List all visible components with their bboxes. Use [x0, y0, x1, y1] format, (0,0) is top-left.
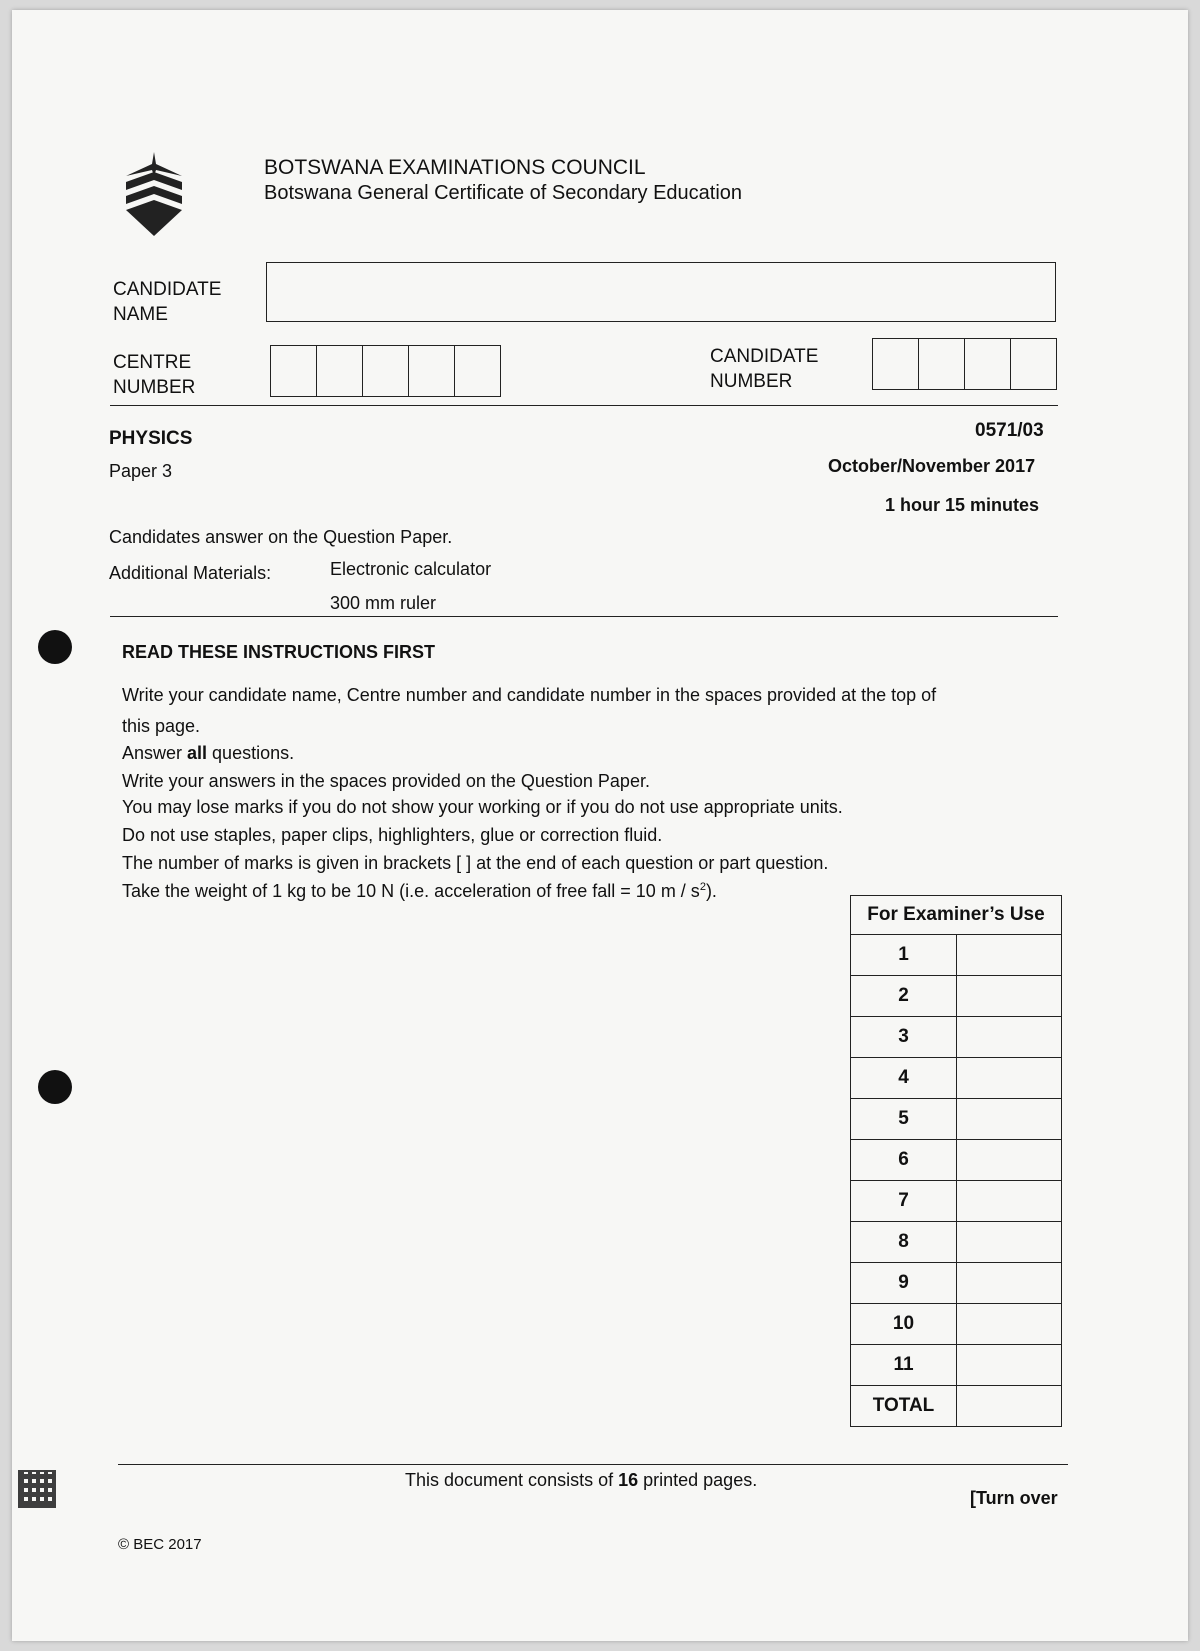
centre-digit-box[interactable]: [317, 346, 363, 396]
centre-number-label: CENTRE NUMBER: [113, 352, 196, 398]
mark-cell[interactable]: [957, 1058, 1062, 1099]
mark-cell[interactable]: [957, 935, 1062, 976]
turn-over-note: [Turn over: [970, 1488, 1058, 1508]
mark-cell[interactable]: [957, 1140, 1062, 1181]
divider: [110, 405, 1058, 406]
table-row: 7: [851, 1181, 1062, 1222]
instruction-line: Answer all questions.: [122, 743, 295, 763]
instructions-heading: READ THESE INSTRUCTIONS FIRST: [122, 642, 436, 662]
table-row: 10: [851, 1304, 1062, 1345]
mark-cell[interactable]: [957, 1263, 1062, 1304]
mark-cell[interactable]: [957, 976, 1062, 1017]
mark-cell[interactable]: [957, 1181, 1062, 1222]
barcode-icon: [18, 1470, 56, 1508]
centre-digit-box[interactable]: [271, 346, 317, 396]
paper-code: 0571/03: [975, 420, 1044, 441]
instruction-line: The number of marks is given in brackets [ ] at the end of each question or part question.: [122, 853, 829, 873]
candidate-digit-box[interactable]: [965, 339, 1011, 389]
candidate-digit-box[interactable]: [1011, 339, 1056, 389]
material-ruler: 300 mm ruler: [330, 593, 437, 613]
mark-cell[interactable]: [957, 1345, 1062, 1386]
mark-cell[interactable]: [957, 1222, 1062, 1263]
council-name: BOTSWANA EXAMINATIONS COUNCIL: [264, 156, 646, 179]
punch-hole-top: [38, 630, 72, 664]
copyright: © BEC 2017: [118, 1536, 202, 1553]
centre-digit-box[interactable]: [363, 346, 409, 396]
punch-hole-bottom: [38, 1070, 72, 1104]
instruction-line: Write your answers in the spaces provided on the Question Paper.: [122, 771, 650, 791]
table-row: 3: [851, 1017, 1062, 1058]
bec-logo-icon: [122, 150, 186, 236]
centre-digit-box[interactable]: [409, 346, 455, 396]
exam-session: October/November 2017: [828, 456, 1036, 476]
table-row: 5: [851, 1099, 1062, 1140]
instruction-line: Take the weight of 1 kg to be 10 N (i.e. acceleration of free fall = 10 m / $s^2$).: [122, 881, 717, 901]
candidate-digit-box[interactable]: [919, 339, 965, 389]
table-row: 6: [851, 1140, 1062, 1181]
instruction-line: Do not use staples, paper clips, highlighters, glue or correction fluid.: [122, 825, 663, 845]
table-row: 9: [851, 1263, 1062, 1304]
candidate-name-label: CANDIDATE NAME: [113, 279, 222, 325]
table-row: 4: [851, 1058, 1062, 1099]
material-calculator: Electronic calculator: [330, 559, 492, 579]
candidate-name-field[interactable]: [266, 262, 1056, 322]
answer-note: Candidates answer on the Question Paper.: [109, 527, 453, 547]
mark-cell[interactable]: [957, 1099, 1062, 1140]
mark-cell[interactable]: [957, 1017, 1062, 1058]
table-row-total: TOTAL: [851, 1386, 1062, 1427]
total-mark-cell[interactable]: [957, 1386, 1062, 1427]
table-row: 11: [851, 1345, 1062, 1386]
candidate-digit-box[interactable]: [873, 339, 919, 389]
table-row: 2: [851, 976, 1062, 1017]
exam-duration: 1 hour 15 minutes: [885, 495, 1040, 515]
candidate-number-label: CANDIDATE NUMBER: [710, 346, 819, 392]
instruction-line: this page.: [122, 716, 201, 736]
centre-digit-box[interactable]: [455, 346, 500, 396]
subject-title: PHYSICS: [109, 428, 193, 449]
divider: [110, 616, 1058, 617]
certificate-title: Botswana General Certificate of Secondary Education: [264, 182, 743, 204]
instruction-line: Write your candidate name, Centre number and candidate number in the spaces provided at the top of: [122, 685, 937, 705]
divider: [118, 1464, 1068, 1465]
table-row: 8: [851, 1222, 1062, 1263]
paper-number: Paper 3: [109, 461, 173, 481]
mark-cell[interactable]: [957, 1304, 1062, 1345]
examiner-table-header: For Examiner’s Use: [851, 896, 1062, 935]
table-row: 1: [851, 935, 1062, 976]
materials-label: Additional Materials:: [109, 563, 272, 583]
centre-number-field[interactable]: [270, 345, 501, 397]
instruction-line: You may lose marks if you do not show your working or if you do not use appropriate units.: [122, 797, 843, 817]
examiner-use-table: [850, 895, 1062, 1427]
candidate-number-field[interactable]: [872, 338, 1057, 390]
page-count-note: This document consists of 16 printed pages.: [405, 1470, 758, 1490]
